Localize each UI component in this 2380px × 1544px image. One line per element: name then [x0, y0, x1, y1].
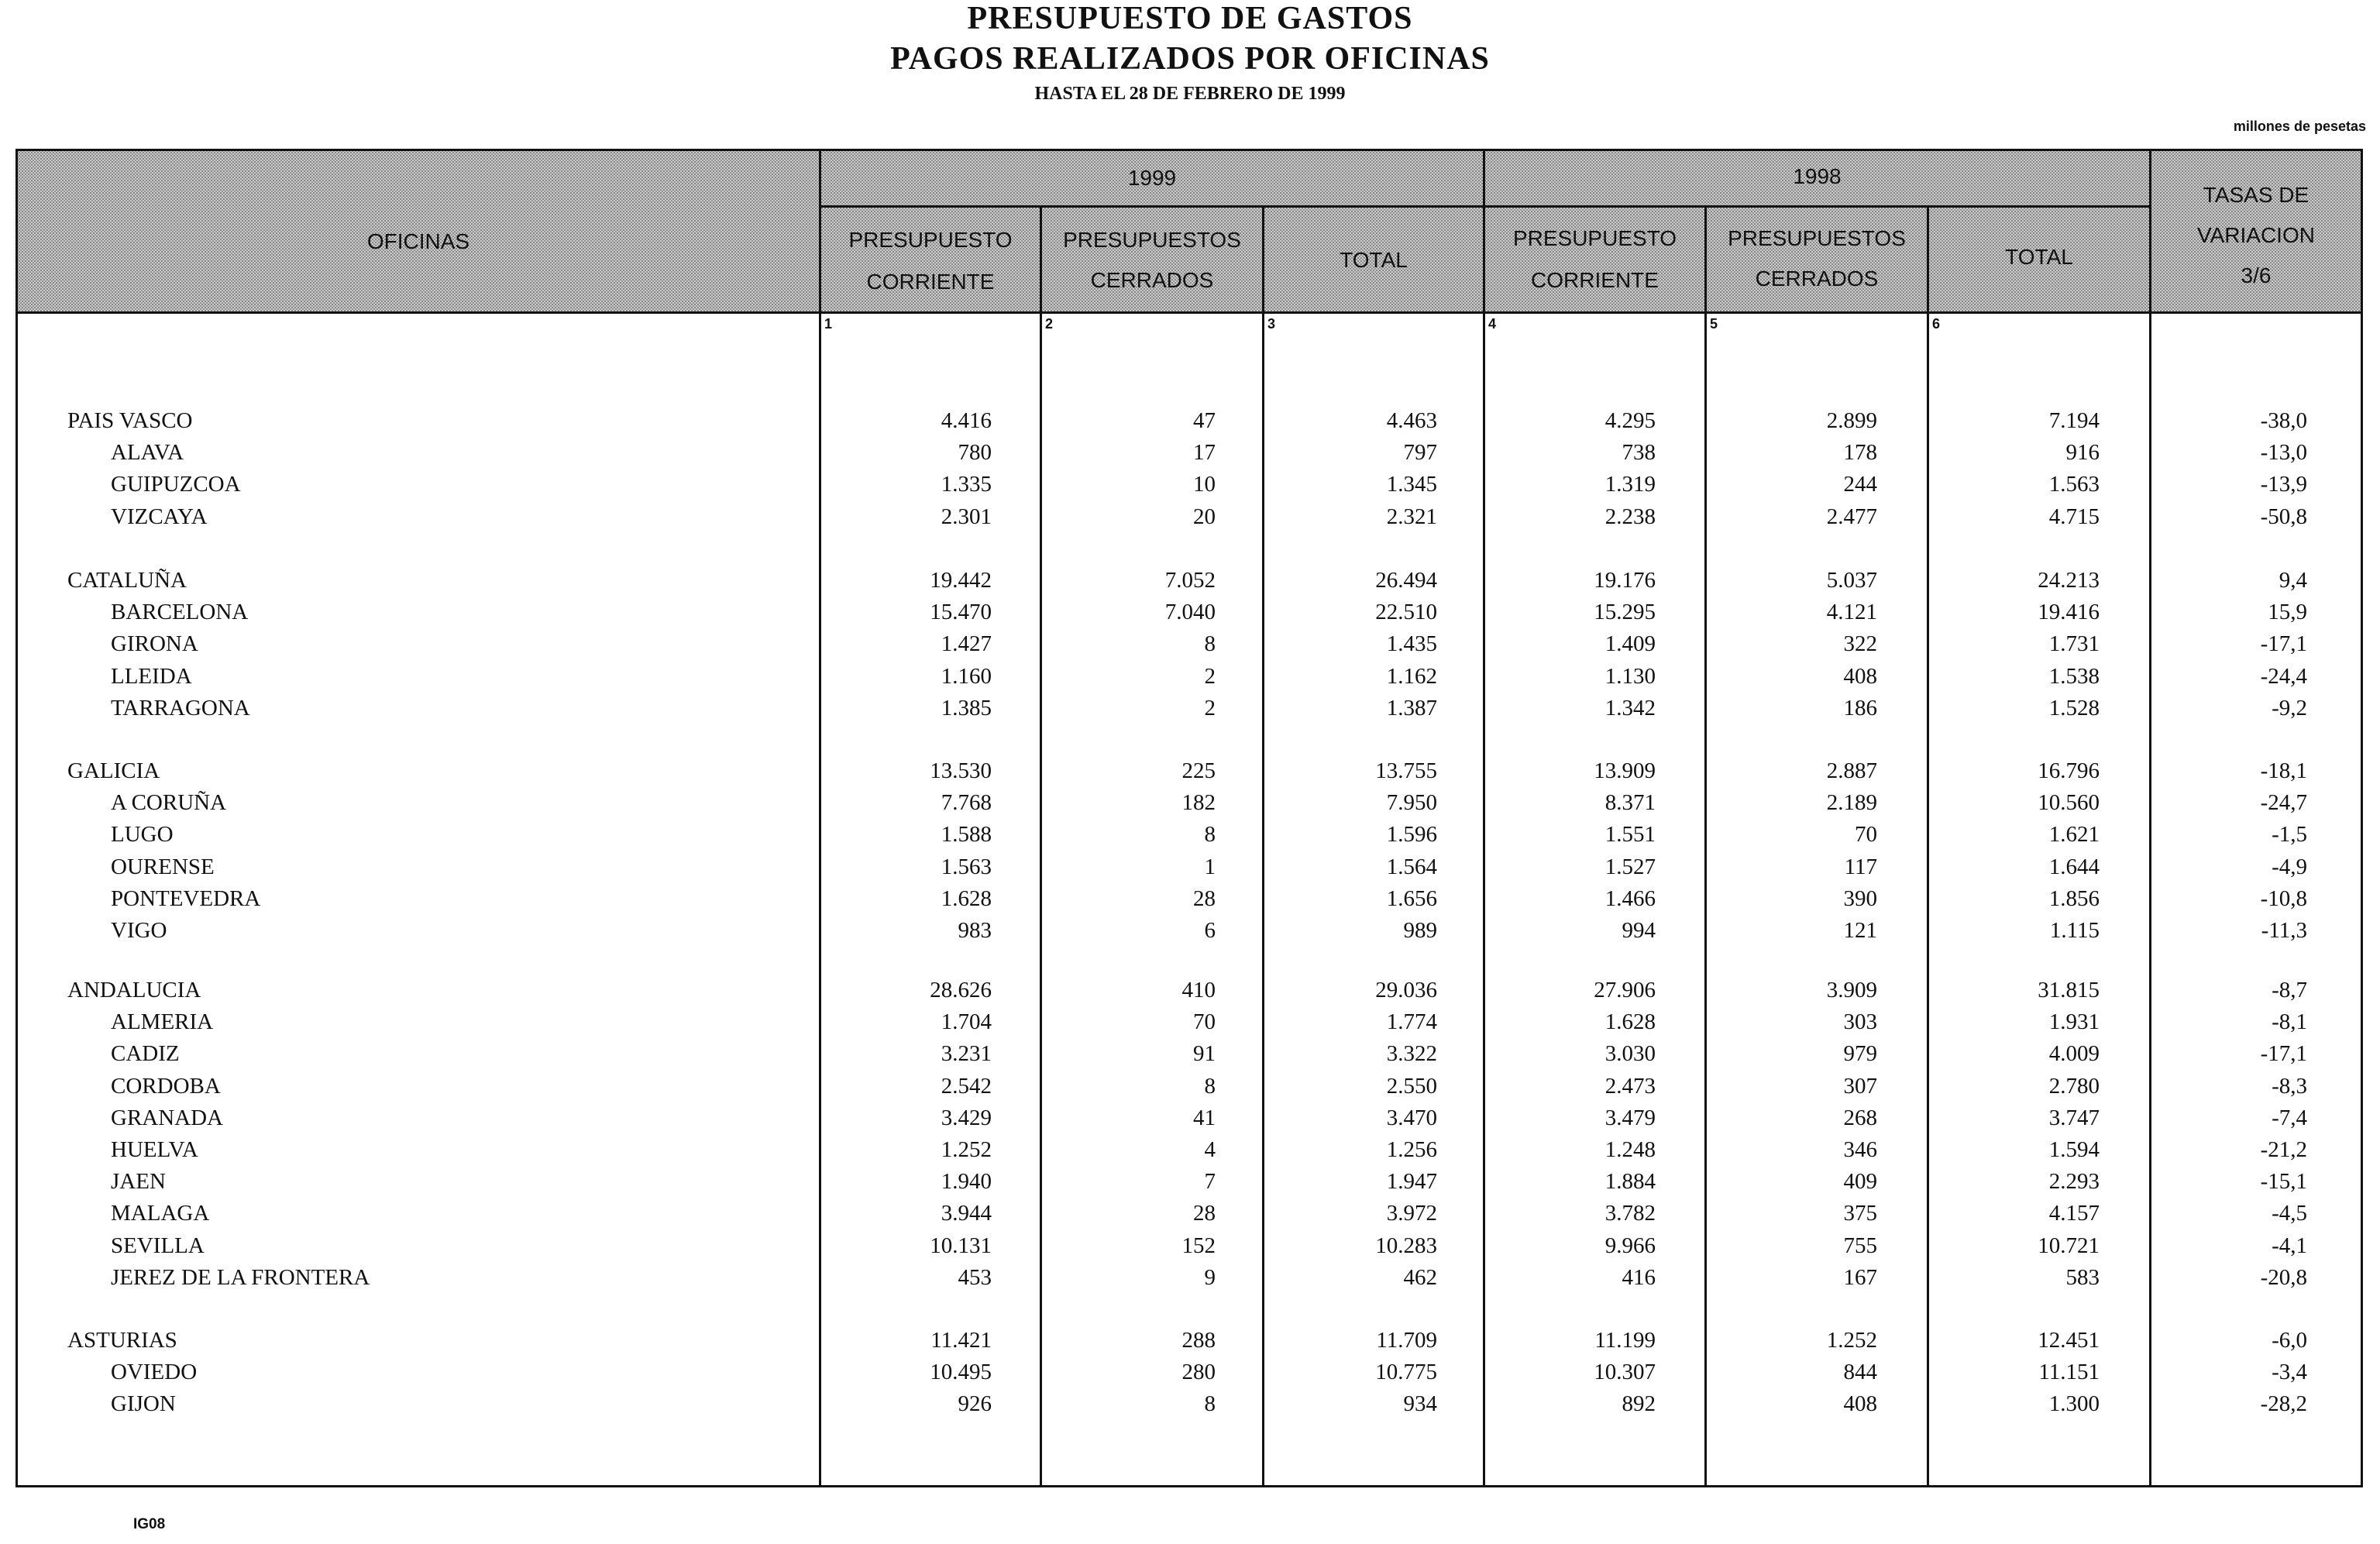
- cell-col-4: 3.782: [1604, 1201, 1656, 1226]
- cell-col-3: 1.564: [1386, 855, 1437, 879]
- cell-col-2: 8: [1204, 822, 1216, 847]
- cell-col-4: 738: [1622, 440, 1656, 465]
- office-name: LLEIDA: [111, 664, 192, 689]
- cell-col-4: 1.319: [1604, 472, 1656, 497]
- cell-col-3: 1.345: [1386, 472, 1437, 497]
- office-name: MALAGA: [111, 1201, 210, 1226]
- cell-col-7: -10,8: [2260, 886, 2307, 911]
- table-row: [0, 1137, 2380, 1168]
- cell-col-5: 268: [1843, 1106, 1877, 1130]
- cell-col-5: 186: [1843, 696, 1877, 720]
- cell-col-1: 1.940: [941, 1169, 992, 1194]
- units-label: millones de pesetas: [2233, 119, 2366, 134]
- header-bottom-rule: [15, 311, 2363, 314]
- office-name: OURENSE: [111, 855, 215, 879]
- cell-col-5: 178: [1843, 440, 1877, 465]
- header-tasas-line2: VARIACION: [2197, 223, 2315, 247]
- cell-col-3: 1.387: [1386, 696, 1437, 720]
- cell-col-3: 11.709: [1376, 1328, 1437, 1353]
- group-name: CATALUÑA: [67, 568, 187, 593]
- office-name: TARRAGONA: [111, 696, 250, 720]
- cell-col-5: 3.909: [1826, 978, 1877, 1002]
- table-row: [0, 1391, 2380, 1422]
- cell-col-5: 375: [1843, 1201, 1877, 1226]
- header-col1-l2: CORRIENTE: [866, 270, 995, 294]
- cell-col-4: 892: [1622, 1391, 1656, 1416]
- header-oficinas: OFICINAS: [366, 229, 470, 253]
- office-name: VIGO: [111, 918, 167, 943]
- cell-col-7: -11,3: [2261, 918, 2307, 943]
- table-row: [0, 631, 2380, 662]
- header-col1-l1: PRESUPUESTO: [848, 228, 1013, 252]
- cell-col-2: 6: [1204, 918, 1216, 943]
- cell-col-4: 8.371: [1604, 790, 1656, 815]
- cell-col-5: 408: [1843, 1391, 1877, 1416]
- table-row: [0, 440, 2380, 471]
- cell-col-4: 1.409: [1604, 631, 1656, 656]
- cell-col-5: 167: [1843, 1265, 1877, 1290]
- cell-col-3: 2.321: [1386, 504, 1437, 529]
- cell-col-6: 3.747: [2048, 1106, 2100, 1130]
- table-row: [0, 1009, 2380, 1040]
- cell-col-5: 390: [1843, 886, 1877, 911]
- cell-col-1: 10.131: [930, 1233, 992, 1258]
- office-name: SEVILLA: [111, 1233, 205, 1258]
- cell-col-3: 2.550: [1386, 1074, 1437, 1099]
- col-number-1: 1: [824, 316, 833, 332]
- header-col5-l2: CERRADOS: [1755, 267, 1879, 291]
- cell-col-4: 1.342: [1604, 696, 1656, 720]
- cell-col-6: 11.151: [2038, 1360, 2100, 1384]
- cell-col-2: 10: [1193, 472, 1216, 497]
- table-row: [0, 1265, 2380, 1296]
- cell-col-2: 91: [1193, 1041, 1216, 1066]
- cell-col-1: 3.944: [941, 1201, 992, 1226]
- cell-col-3: 13.755: [1375, 758, 1437, 783]
- table-group-row: [0, 978, 2380, 1009]
- header-col5-l1: PRESUPUESTOS: [1728, 226, 1906, 250]
- cell-col-1: 10.495: [930, 1360, 992, 1384]
- cell-col-7: 15,9: [2268, 600, 2307, 624]
- cell-col-7: -4,9: [2272, 855, 2307, 879]
- cell-col-2: 288: [1181, 1328, 1216, 1353]
- cell-col-3: 1.656: [1386, 886, 1437, 911]
- year-1998-rule: [1483, 205, 2151, 208]
- cell-col-4: 11.199: [1594, 1328, 1656, 1353]
- cell-col-2: 7.040: [1164, 600, 1216, 624]
- cell-col-7: -18,1: [2260, 758, 2307, 783]
- cell-col-4: 9.966: [1604, 1233, 1656, 1258]
- col-number-6: 6: [1932, 316, 1941, 332]
- office-name: OVIEDO: [111, 1360, 198, 1384]
- table-group-row: [0, 408, 2380, 439]
- cell-col-3: 3.972: [1386, 1201, 1437, 1226]
- col-number-2: 2: [1045, 316, 1054, 332]
- cell-col-7: -15,1: [2260, 1169, 2307, 1194]
- cell-col-4: 416: [1622, 1265, 1656, 1290]
- cell-col-5: 979: [1843, 1041, 1877, 1066]
- table-row: [0, 1360, 2380, 1391]
- cell-col-7: -21,2: [2260, 1137, 2307, 1162]
- cell-col-2: 70: [1193, 1009, 1216, 1034]
- table-row: [0, 790, 2380, 821]
- cell-col-7: -24,7: [2260, 790, 2307, 815]
- header-tasas-line1: TASAS DE: [2203, 183, 2309, 207]
- cell-col-5: 844: [1843, 1360, 1877, 1384]
- cell-col-3: 1.162: [1386, 664, 1437, 689]
- cell-col-6: 4.715: [2048, 504, 2100, 529]
- cell-col-5: 4.121: [1826, 600, 1877, 624]
- office-name: CORDOBA: [111, 1074, 221, 1099]
- cell-col-7: -13,9: [2260, 472, 2307, 497]
- cell-col-4: 15.295: [1594, 600, 1656, 624]
- cell-col-3: 10.775: [1375, 1360, 1437, 1384]
- cell-col-1: 1.160: [941, 664, 992, 689]
- cell-col-7: -4,5: [2272, 1201, 2307, 1226]
- cell-col-1: 1.563: [941, 855, 992, 879]
- office-name: PONTEVEDRA: [111, 886, 261, 911]
- cell-col-5: 244: [1843, 472, 1877, 497]
- cell-col-2: 225: [1181, 758, 1216, 783]
- cell-col-5: 346: [1843, 1137, 1877, 1162]
- office-name: BARCELONA: [111, 600, 249, 624]
- cell-col-2: 7.052: [1164, 568, 1216, 593]
- cell-col-5: 408: [1843, 664, 1877, 689]
- cell-col-2: 8: [1204, 1391, 1216, 1416]
- group-name: ANDALUCIA: [67, 978, 201, 1002]
- cell-col-6: 10.721: [2038, 1233, 2100, 1258]
- cell-col-6: 10.560: [2038, 790, 2100, 815]
- cell-col-3: 797: [1403, 440, 1437, 465]
- header-tasas-line3: 3/6: [2241, 263, 2272, 287]
- cell-col-7: -20,8: [2260, 1265, 2307, 1290]
- cell-col-7: -1,5: [2272, 822, 2307, 847]
- cell-col-6: 16.796: [2038, 758, 2100, 783]
- cell-col-4: 994: [1622, 918, 1656, 943]
- cell-col-2: 8: [1204, 631, 1216, 656]
- header-col4-l2: CORRIENTE: [1531, 268, 1659, 292]
- cell-col-5: 2.887: [1826, 758, 1877, 783]
- cell-col-6: 4.009: [2048, 1041, 2100, 1066]
- office-name: ALAVA: [111, 440, 184, 465]
- cell-col-6: 583: [2065, 1265, 2100, 1290]
- cell-col-1: 1.704: [941, 1009, 992, 1034]
- cell-col-3: 1.596: [1386, 822, 1437, 847]
- cell-col-1: 1.252: [941, 1137, 992, 1162]
- cell-col-4: 27.906: [1594, 978, 1656, 1002]
- cell-col-7: -8,7: [2272, 978, 2307, 1002]
- cell-col-7: -28,2: [2260, 1391, 2307, 1416]
- cell-col-5: 409: [1843, 1169, 1877, 1194]
- cell-col-2: 28: [1193, 1201, 1216, 1226]
- cell-col-1: 453: [958, 1265, 992, 1290]
- cell-col-5: 2.477: [1826, 504, 1877, 529]
- table-row: [0, 822, 2380, 853]
- cell-col-4: 4.295: [1604, 408, 1656, 433]
- cell-col-3: 989: [1403, 918, 1437, 943]
- cell-col-6: 24.213: [2038, 568, 2100, 593]
- office-name: VIZCAYA: [111, 504, 208, 529]
- cell-col-1: 19.442: [930, 568, 992, 593]
- cell-col-6: 1.300: [2048, 1391, 2100, 1416]
- cell-col-6: 1.115: [2049, 918, 2100, 943]
- cell-col-7: -13,0: [2260, 440, 2307, 465]
- cell-col-3: 1.435: [1386, 631, 1437, 656]
- cell-col-3: 1.774: [1386, 1009, 1437, 1034]
- cell-col-1: 3.429: [941, 1106, 992, 1130]
- header-year-1999: 1999: [1127, 166, 1177, 190]
- cell-col-7: -17,1: [2260, 1041, 2307, 1066]
- cell-col-3: 4.463: [1386, 408, 1437, 433]
- cell-col-6: 19.416: [2038, 600, 2100, 624]
- cell-col-6: 1.538: [2048, 664, 2100, 689]
- col-number-5: 5: [1710, 316, 1718, 332]
- cell-col-6: 1.644: [2048, 855, 2100, 879]
- cell-col-6: 1.731: [2048, 631, 2100, 656]
- cell-col-2: 20: [1193, 504, 1216, 529]
- cell-col-5: 322: [1843, 631, 1877, 656]
- cell-col-1: 15.470: [930, 600, 992, 624]
- cell-col-7: 9,4: [2279, 568, 2307, 593]
- table-group-row: [0, 1328, 2380, 1359]
- cell-col-5: 1.252: [1826, 1328, 1877, 1353]
- cell-col-2: 2: [1204, 664, 1216, 689]
- header-col2-l2: CERRADOS: [1090, 268, 1214, 292]
- cell-col-5: 307: [1843, 1074, 1877, 1099]
- cell-col-2: 152: [1181, 1233, 1216, 1258]
- cell-col-4: 1.466: [1604, 886, 1656, 911]
- cell-col-1: 3.231: [941, 1041, 992, 1066]
- cell-col-4: 1.628: [1604, 1009, 1656, 1034]
- cell-col-7: -38,0: [2260, 408, 2307, 433]
- cell-col-6: 1.594: [2048, 1137, 2100, 1162]
- table-row: [0, 600, 2380, 631]
- cell-col-3: 26.494: [1375, 568, 1437, 593]
- cell-col-2: 4: [1204, 1137, 1216, 1162]
- cell-col-5: 2.899: [1826, 408, 1877, 433]
- cell-col-1: 2.301: [941, 504, 992, 529]
- cell-col-7: -8,1: [2272, 1009, 2307, 1034]
- cell-col-2: 182: [1181, 790, 1216, 815]
- cell-col-1: 780: [958, 440, 992, 465]
- cell-col-4: 3.030: [1604, 1041, 1656, 1066]
- group-name: GALICIA: [67, 758, 160, 783]
- table-row: [0, 886, 2380, 917]
- table-row: [0, 472, 2380, 503]
- cell-col-1: 1.427: [941, 631, 992, 656]
- table-row: [0, 918, 2380, 949]
- cell-col-3: 934: [1403, 1391, 1437, 1416]
- cell-col-4: 1.130: [1604, 664, 1656, 689]
- cell-col-2: 9: [1204, 1265, 1216, 1290]
- cell-col-1: 4.416: [941, 408, 992, 433]
- cell-col-1: 983: [958, 918, 992, 943]
- cell-col-6: 31.815: [2038, 978, 2100, 1002]
- cell-col-7: -7,4: [2272, 1106, 2307, 1130]
- cell-col-5: 2.189: [1826, 790, 1877, 815]
- table-group-row: [0, 568, 2380, 599]
- cell-col-6: 1.563: [2048, 472, 2100, 497]
- cell-col-6: 1.931: [2048, 1009, 2100, 1034]
- cell-col-6: 1.528: [2048, 696, 2100, 720]
- cell-col-2: 47: [1193, 408, 1216, 433]
- cell-col-4: 19.176: [1594, 568, 1656, 593]
- cell-col-1: 926: [958, 1391, 992, 1416]
- cell-col-4: 1.248: [1604, 1137, 1656, 1162]
- office-name: LUGO: [111, 822, 174, 847]
- page-title: PRESUPUESTO DE GASTOS: [967, 1, 1413, 36]
- cell-col-4: 1.551: [1604, 822, 1656, 847]
- page-date: HASTA EL 28 DE FEBRERO DE 1999: [1034, 84, 1346, 104]
- cell-col-7: -24,4: [2260, 664, 2307, 689]
- cell-col-3: 3.322: [1386, 1041, 1437, 1066]
- cell-col-6: 4.157: [2048, 1201, 2100, 1226]
- cell-col-1: 11.421: [930, 1328, 992, 1353]
- year-1999-rule: [819, 205, 1485, 208]
- cell-col-7: -17,1: [2260, 631, 2307, 656]
- cell-col-1: 1.588: [941, 822, 992, 847]
- cell-col-1: 1.628: [941, 886, 992, 911]
- table-row: [0, 855, 2380, 885]
- header-col6: TOTAL: [2005, 245, 2073, 269]
- cell-col-7: -4,1: [2272, 1233, 2307, 1258]
- cell-col-4: 10.307: [1594, 1360, 1656, 1384]
- cell-col-2: 2: [1204, 696, 1216, 720]
- table-row: [0, 1041, 2380, 1072]
- table-row: [0, 504, 2380, 535]
- office-name: JEREZ DE LA FRONTERA: [111, 1265, 370, 1290]
- cell-col-3: 10.283: [1375, 1233, 1437, 1258]
- table-row: [0, 664, 2380, 695]
- cell-col-1: 7.768: [941, 790, 992, 815]
- cell-col-4: 2.473: [1604, 1074, 1656, 1099]
- cell-col-1: 28.626: [930, 978, 992, 1002]
- cell-col-6: 2.780: [2048, 1074, 2100, 1099]
- cell-col-4: 1.527: [1604, 855, 1656, 879]
- cell-col-7: -8,3: [2272, 1074, 2307, 1099]
- office-name: HUELVA: [111, 1137, 198, 1162]
- cell-col-1: 2.542: [941, 1074, 992, 1099]
- col-number-3: 3: [1267, 316, 1276, 332]
- office-name: GIJON: [111, 1391, 176, 1416]
- cell-col-7: -50,8: [2260, 504, 2307, 529]
- cell-col-6: 916: [2065, 440, 2100, 465]
- cell-col-6: 1.621: [2048, 822, 2100, 847]
- cell-col-4: 1.884: [1604, 1169, 1656, 1194]
- cell-col-7: -9,2: [2272, 696, 2307, 720]
- office-name: A CORUÑA: [111, 790, 227, 815]
- cell-col-6: 7.194: [2048, 408, 2100, 433]
- cell-col-2: 17: [1193, 440, 1216, 465]
- cell-col-2: 8: [1204, 1074, 1216, 1099]
- cell-col-3: 1.256: [1386, 1137, 1437, 1162]
- cell-col-4: 13.909: [1594, 758, 1656, 783]
- cell-col-1: 13.530: [930, 758, 992, 783]
- cell-col-3: 1.947: [1386, 1169, 1437, 1194]
- office-name: GUIPUZCOA: [111, 472, 241, 497]
- cell-col-4: 3.479: [1604, 1106, 1656, 1130]
- office-name: GRANADA: [111, 1106, 223, 1130]
- cell-col-5: 70: [1855, 822, 1877, 847]
- group-name: ASTURIAS: [67, 1328, 177, 1353]
- page-subtitle: PAGOS REALIZADOS POR OFICINAS: [890, 41, 1490, 77]
- cell-col-1: 1.335: [941, 472, 992, 497]
- office-name: CADIZ: [111, 1041, 180, 1066]
- cell-col-3: 7.950: [1386, 790, 1437, 815]
- table-row: [0, 1201, 2380, 1232]
- header-year-1998: 1998: [1793, 164, 1842, 188]
- table-row: [0, 1074, 2380, 1105]
- cell-col-1: 1.385: [941, 696, 992, 720]
- cell-col-2: 280: [1181, 1360, 1216, 1384]
- cell-col-2: 1: [1204, 855, 1216, 879]
- header-col3: TOTAL: [1340, 248, 1408, 272]
- col-number-4: 4: [1488, 316, 1497, 332]
- cell-col-7: -6,0: [2272, 1328, 2307, 1353]
- cell-col-6: 1.856: [2048, 886, 2100, 911]
- cell-col-2: 41: [1193, 1106, 1216, 1130]
- table-group-row: [0, 758, 2380, 789]
- footer-code: IG08: [133, 1516, 166, 1532]
- cell-col-3: 29.036: [1375, 978, 1437, 1002]
- table-row: [0, 1169, 2380, 1200]
- cell-col-5: 303: [1843, 1009, 1877, 1034]
- cell-col-6: 2.293: [2048, 1169, 2100, 1194]
- cell-col-2: 7: [1204, 1169, 1216, 1194]
- cell-col-2: 28: [1193, 886, 1216, 911]
- cell-col-3: 462: [1403, 1265, 1437, 1290]
- cell-col-6: 12.451: [2038, 1328, 2100, 1353]
- cell-col-2: 410: [1181, 978, 1216, 1002]
- cell-col-4: 2.238: [1604, 504, 1656, 529]
- group-name: PAIS VASCO: [67, 408, 193, 433]
- header-col4-l1: PRESUPUESTO: [1512, 226, 1677, 250]
- header-col2-l1: PRESUPUESTOS: [1063, 228, 1241, 252]
- table-row: [0, 1106, 2380, 1137]
- office-name: JAEN: [111, 1169, 166, 1194]
- cell-col-5: 117: [1844, 855, 1877, 879]
- cell-col-5: 755: [1843, 1233, 1877, 1258]
- table-row: [0, 696, 2380, 727]
- cell-col-3: 22.510: [1375, 600, 1437, 624]
- office-name: ALMERIA: [111, 1009, 214, 1034]
- cell-col-5: 5.037: [1826, 568, 1877, 593]
- office-name: GIRONA: [111, 631, 198, 656]
- cell-col-3: 3.470: [1386, 1106, 1437, 1130]
- cell-col-7: -3,4: [2272, 1360, 2307, 1384]
- table-row: [0, 1233, 2380, 1264]
- cell-col-5: 121: [1843, 918, 1877, 943]
